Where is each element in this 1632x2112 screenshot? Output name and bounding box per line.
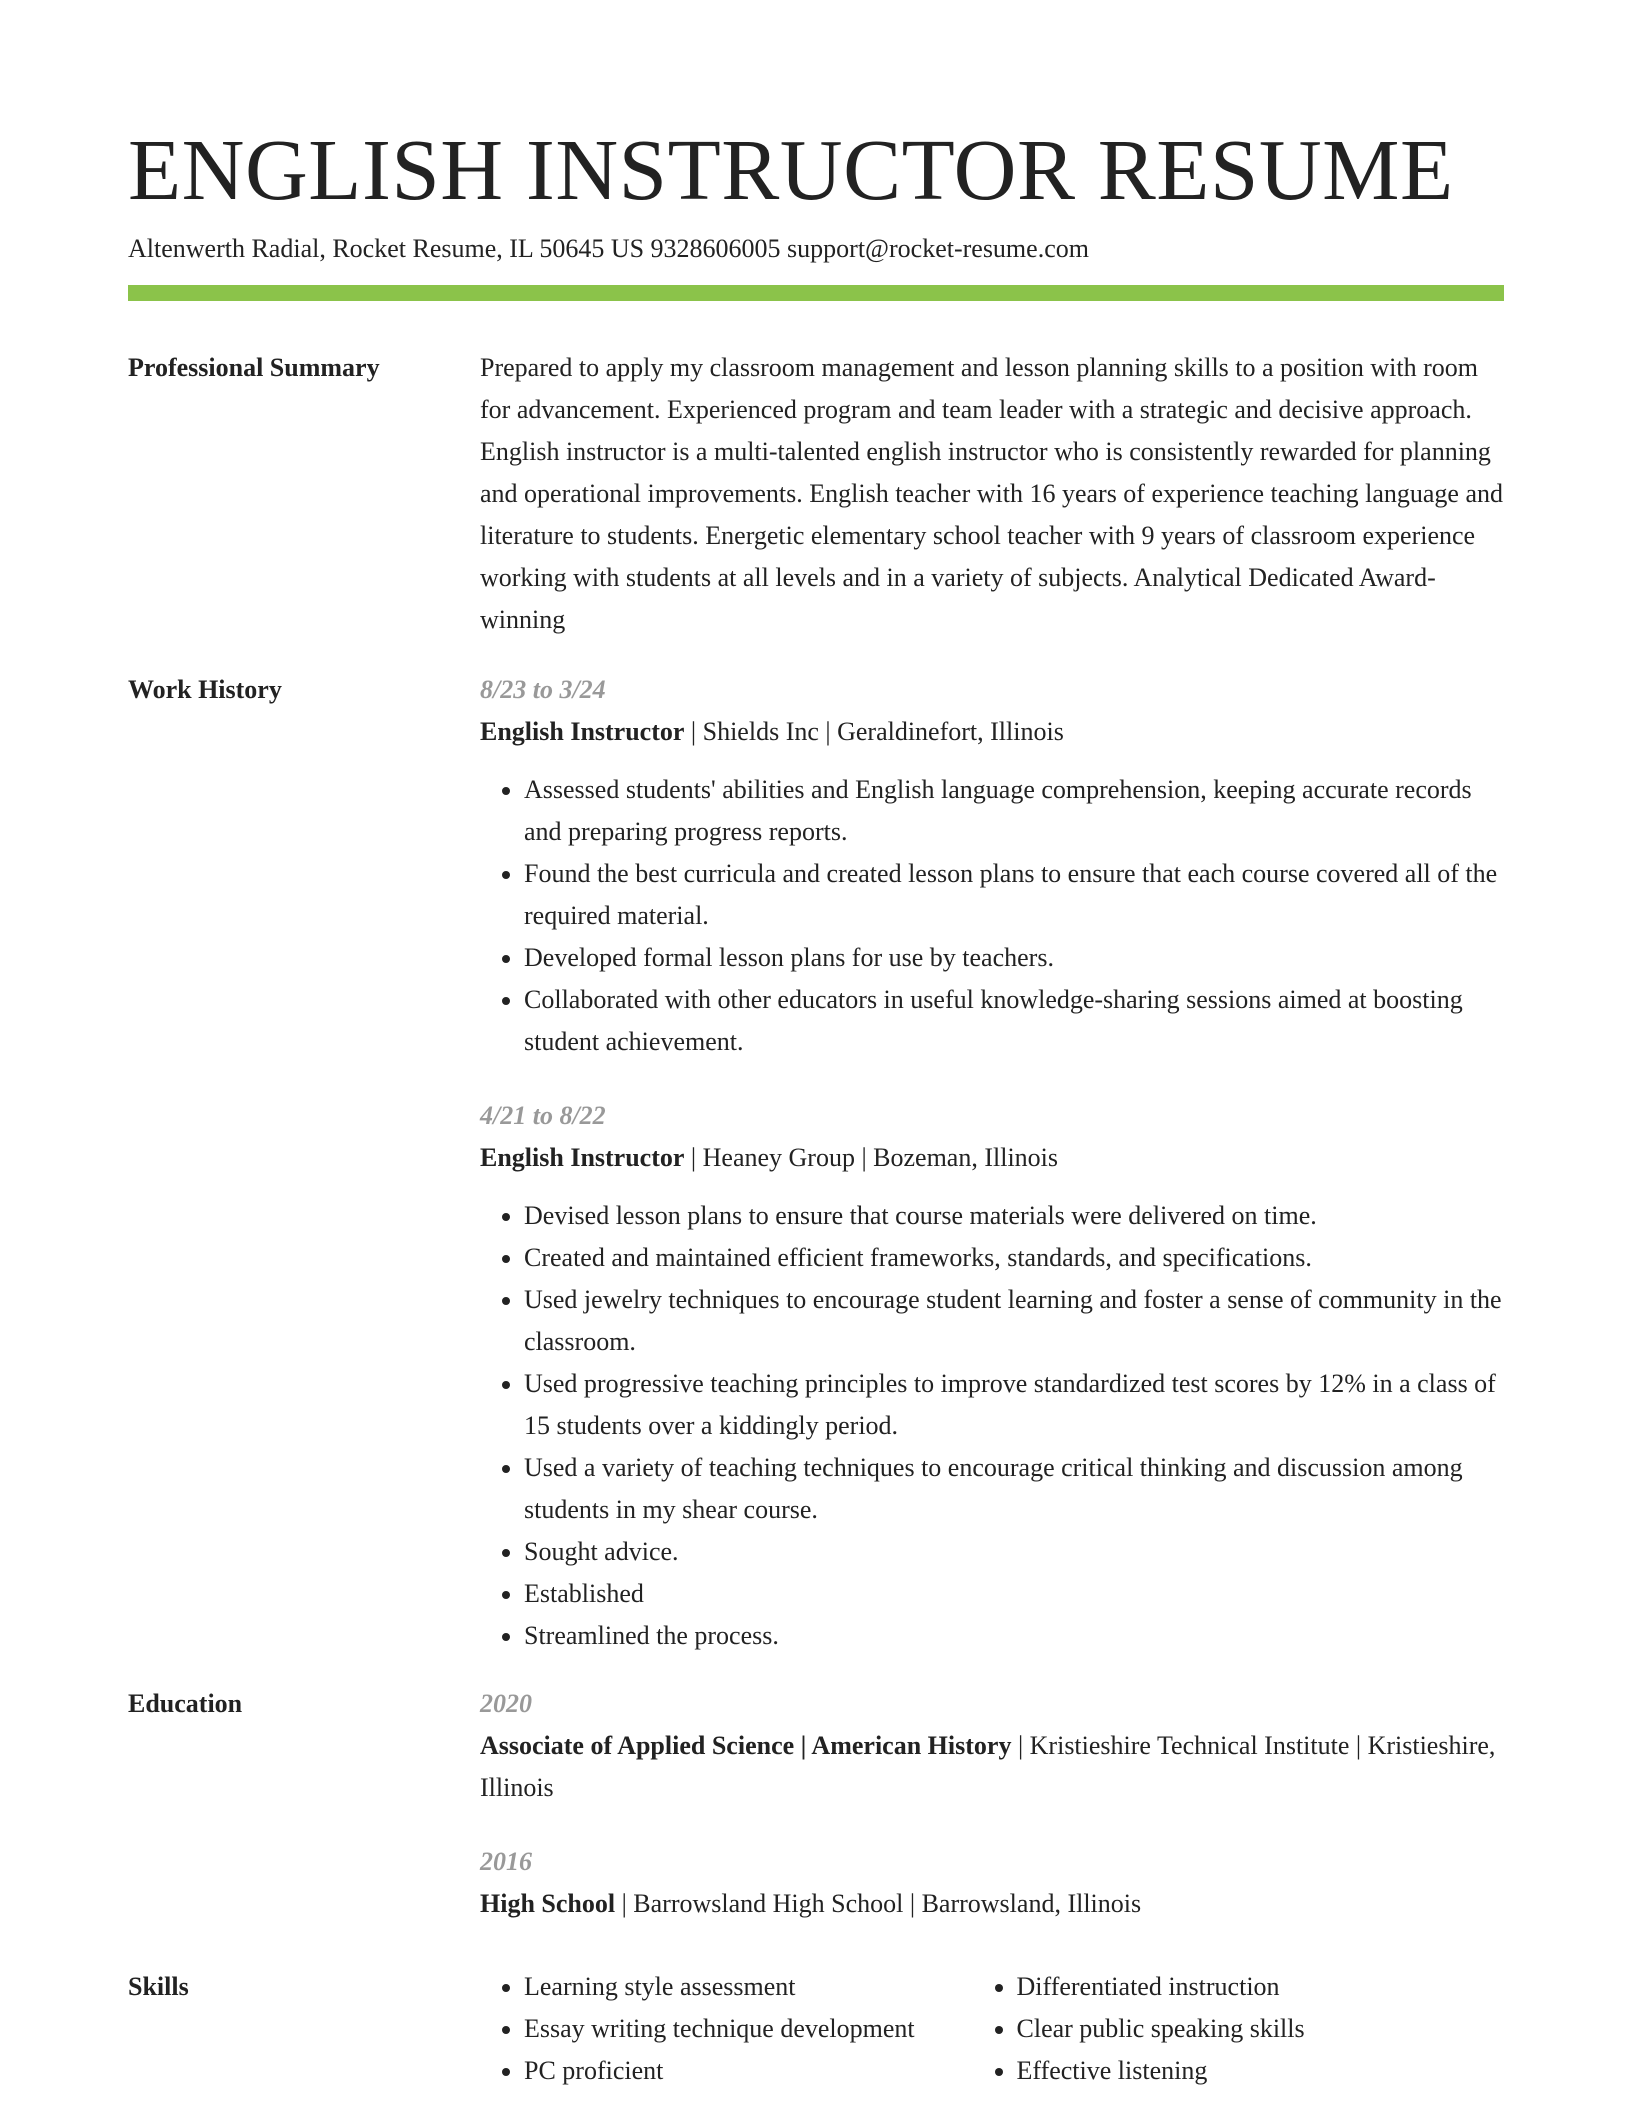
education-details: | Kristieshire Technical Institute | Kristieshire, Illinois — [480, 1731, 1496, 1802]
skill-item: • Effective listening — [1017, 2050, 1505, 2092]
resume-title: ENGLISH INSTRUCTOR RESUME — [128, 121, 1454, 218]
job-bullet: • Used jewelry techniques to encourage student learning and foster a sense of community in the classroom. — [524, 1279, 1504, 1363]
job-heading — [480, 711, 1504, 753]
job-bullet: • Found the best curricula and created lesson plans to ensure that each course covered all of the required material. — [524, 853, 1504, 937]
job-title: English Instructor — [480, 1143, 685, 1172]
summary-label: Professional Summary — [128, 353, 380, 382]
summary-text: Prepared to apply my classroom management and lesson planning skills to a position with room for advancement. Experienced program and team leader with a strategic and decisive approach. English instructor is a multi-talented english instructor who is consistently rewarded for planning and operational improvements. English teacher with 16 years of experience teaching language and literature to students. Energetic elementary school teacher with 9 years of classroom experience working with students at all levels and in a variety of subjects. Analytical Dedicated Award-winning — [480, 353, 1504, 634]
job-bullet: • Used a variety of teaching techniques to encourage critical thinking and discussion among students in my shear course. — [524, 1447, 1504, 1531]
job-bullets — [480, 1195, 1504, 1657]
skills-grid — [480, 1966, 1504, 2092]
job-bullet: • Used progressive teaching principles to improve standardized test scores by 12% in a class of 15 students over a kiddingly period. — [524, 1363, 1504, 1447]
skills-label: Skills — [128, 1972, 189, 2001]
skills-column — [973, 1966, 1505, 2092]
job-bullet: • Devised lesson plans to ensure that course materials were delivered on time. — [524, 1195, 1504, 1237]
job-date: 4/21 to 8/22 — [480, 1101, 606, 1130]
skills-body — [480, 1966, 1504, 2092]
skill-item: • Essay writing technique development — [524, 2008, 973, 2050]
education-entry — [480, 1841, 1504, 1925]
summary-body — [480, 347, 1504, 641]
job-heading — [480, 1137, 1504, 1179]
work-history-label: Work History — [128, 675, 282, 704]
education-heading — [480, 1883, 1504, 1925]
job-entry — [480, 1095, 1504, 1657]
job-bullet: • Established — [524, 1573, 1504, 1615]
job-bullet: • Collaborated with other educators in useful knowledge-sharing sessions aimed at boosting student achievement. — [524, 979, 1504, 1063]
skill-item: • Differentiated instruction — [1017, 1966, 1505, 2008]
header-divider — [128, 285, 1504, 301]
job-bullet: • Created and maintained efficient frameworks, standards, and specifications. — [524, 1237, 1504, 1279]
job-details: | Heaney Group | Bozeman, Illinois — [684, 1143, 1059, 1172]
education-details: | Barrowsland High School | Barrowsland, Illinois — [615, 1889, 1142, 1918]
education-degree: High School — [480, 1889, 616, 1918]
education-label: Education — [128, 1689, 243, 1718]
contact-info: Altenwerth Radial, Rocket Resume, IL 50645 US 9328606005 support@rocket-resume.com — [128, 234, 1089, 263]
job-details: | Shields Inc | Geraldinefort, Illinois — [684, 717, 1064, 746]
job-title: English Instructor — [480, 717, 685, 746]
education-degree: Associate of Applied Science | American History — [480, 1731, 1012, 1760]
skills-column — [480, 1966, 973, 2092]
job-bullet: • Sought advice. — [524, 1531, 1504, 1573]
job-bullet: • Developed formal lesson plans for use by teachers. — [524, 937, 1504, 979]
job-bullet: • Assessed students' abilities and English language comprehension, keeping accurate records and preparing progress reports. — [524, 769, 1504, 853]
job-bullets — [480, 769, 1504, 1063]
job-entry — [480, 669, 1504, 1063]
job-date: 8/23 to 3/24 — [480, 675, 606, 704]
education-heading — [480, 1725, 1504, 1809]
education-entry — [480, 1683, 1504, 1809]
skill-item: • PC proficient — [524, 2050, 973, 2092]
work-history-body — [480, 669, 1504, 1657]
skill-item: • Clear public speaking skills — [1017, 2008, 1505, 2050]
education-body — [480, 1683, 1504, 1925]
skill-item: • Learning style assessment — [524, 1966, 973, 2008]
education-date: 2020 — [480, 1689, 532, 1718]
job-bullet: • Streamlined the process. — [524, 1615, 1504, 1657]
education-date: 2016 — [480, 1847, 532, 1876]
